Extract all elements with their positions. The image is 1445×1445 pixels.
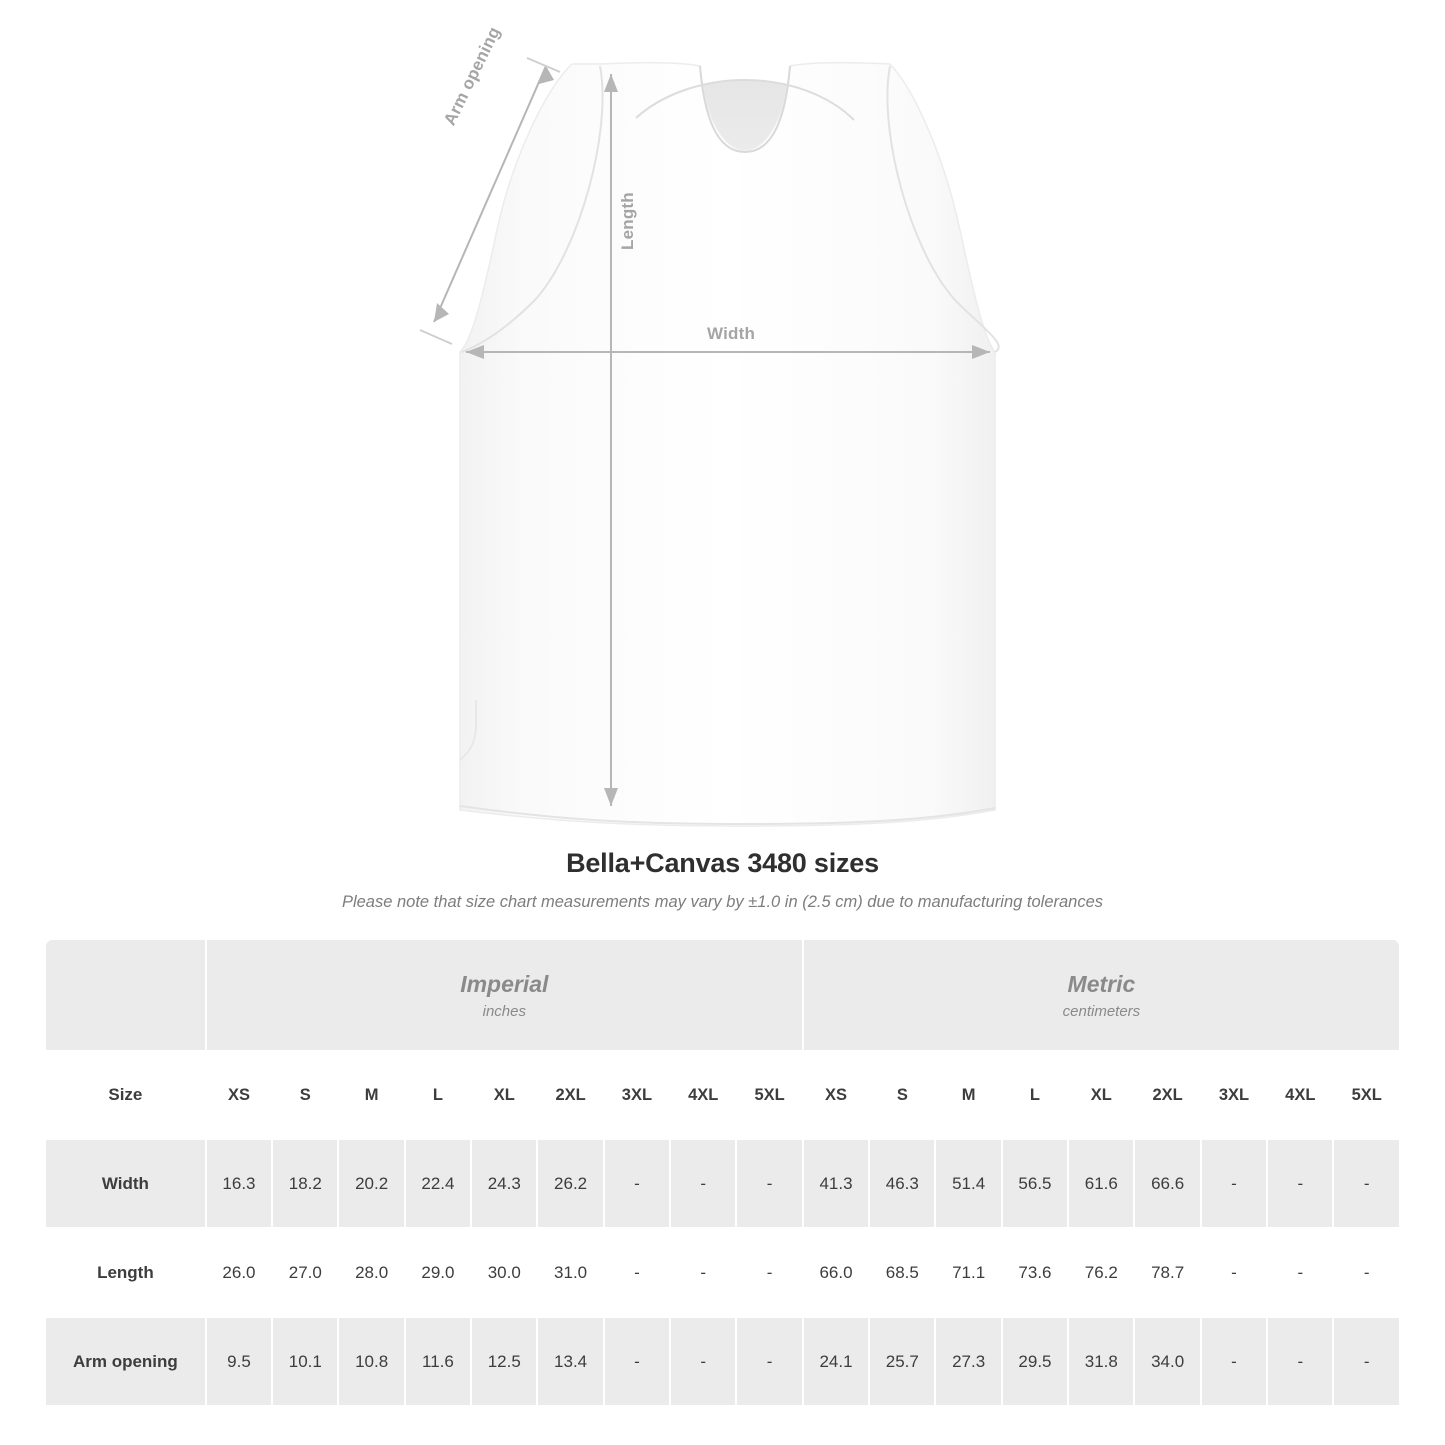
unit-header-corner — [45, 939, 206, 1051]
table-row — [45, 1317, 1400, 1406]
cell-width-imperial-2xl: 26.2 — [537, 1139, 603, 1228]
cell-arm-imperial-xl: 12.5 — [471, 1317, 537, 1406]
cell-width-metric-l: 56.5 — [1002, 1139, 1068, 1228]
size-header-imperial-5xl: 5XL — [736, 1051, 802, 1139]
cell-width-metric-3xl: - — [1201, 1139, 1267, 1228]
cell-arm-imperial-xs: 9.5 — [206, 1317, 272, 1406]
cell-length-metric-2xl: 78.7 — [1134, 1228, 1200, 1317]
size-header-imperial-xl: XL — [471, 1051, 537, 1139]
row-label-length: Length — [45, 1228, 206, 1317]
cell-width-metric-m: 51.4 — [935, 1139, 1001, 1228]
unit-header-metric — [803, 939, 1400, 1051]
cell-length-imperial-xl: 30.0 — [471, 1228, 537, 1317]
cell-width-imperial-3xl: - — [604, 1139, 670, 1228]
cell-width-imperial-s: 18.2 — [272, 1139, 338, 1228]
unit-header-imperial — [206, 939, 803, 1051]
tolerance-note: Please note that size chart measurements may vary by ±1.0 in (2.5 cm) due to manufacturing tolerances — [341, 893, 1104, 911]
cell-width-imperial-5xl: - — [736, 1139, 802, 1228]
cell-width-metric-5xl: - — [1333, 1139, 1400, 1228]
size-header-imperial-xs: XS — [206, 1051, 272, 1139]
cell-length-imperial-m: 28.0 — [338, 1228, 404, 1317]
size-table-wrapper — [44, 938, 1401, 1407]
cell-arm-metric-s: 25.7 — [869, 1317, 935, 1406]
cell-arm-imperial-l: 11.6 — [405, 1317, 471, 1406]
cell-length-metric-s: 68.5 — [869, 1228, 935, 1317]
cell-arm-metric-xs: 24.1 — [803, 1317, 869, 1406]
size-header-metric-5xl: 5XL — [1333, 1051, 1400, 1139]
cell-width-metric-xl: 61.6 — [1068, 1139, 1134, 1228]
cell-length-imperial-5xl: - — [736, 1228, 802, 1317]
cell-width-metric-2xl: 66.6 — [1134, 1139, 1200, 1228]
size-header-metric-4xl: 4XL — [1267, 1051, 1333, 1139]
cell-width-metric-xs: 41.3 — [803, 1139, 869, 1228]
cell-arm-imperial-2xl: 13.4 — [537, 1317, 603, 1406]
cell-length-imperial-xs: 26.0 — [206, 1228, 272, 1317]
unit-name-metric: Metric — [1067, 971, 1136, 998]
table-row — [45, 1139, 1400, 1228]
cell-width-imperial-4xl: - — [670, 1139, 736, 1228]
cell-length-metric-3xl: - — [1201, 1228, 1267, 1317]
size-header-metric-xs: XS — [803, 1051, 869, 1139]
cell-length-metric-xl: 76.2 — [1068, 1228, 1134, 1317]
cell-arm-imperial-4xl: - — [670, 1317, 736, 1406]
cell-width-imperial-m: 20.2 — [338, 1139, 404, 1228]
size-header-imperial-2xl: 2XL — [537, 1051, 603, 1139]
size-header-metric-l: L — [1002, 1051, 1068, 1139]
size-header-metric-2xl: 2XL — [1134, 1051, 1200, 1139]
cell-arm-imperial-m: 10.8 — [338, 1317, 404, 1406]
cell-width-imperial-l: 22.4 — [405, 1139, 471, 1228]
cell-arm-imperial-s: 10.1 — [272, 1317, 338, 1406]
cell-arm-metric-5xl: - — [1333, 1317, 1400, 1406]
length-label: Length — [618, 192, 637, 250]
cell-width-metric-4xl: - — [1267, 1139, 1333, 1228]
size-header-imperial-3xl: 3XL — [604, 1051, 670, 1139]
cell-length-metric-l: 73.6 — [1002, 1228, 1068, 1317]
size-header-metric-3xl: 3XL — [1201, 1051, 1267, 1139]
cell-length-imperial-4xl: - — [670, 1228, 736, 1317]
page-title: Bella+Canvas 3480 sizes — [566, 848, 879, 878]
cell-arm-imperial-5xl: - — [736, 1317, 802, 1406]
size-header-imperial-l: L — [405, 1051, 471, 1139]
tank-body-shape — [460, 63, 995, 826]
unit-sub-metric: centimeters — [1062, 1002, 1141, 1020]
cell-arm-metric-m: 27.3 — [935, 1317, 1001, 1406]
table-row — [45, 1228, 1400, 1317]
size-header-row — [45, 1051, 1400, 1139]
unit-name-imperial: Imperial — [460, 971, 549, 998]
cell-length-imperial-l: 29.0 — [405, 1228, 471, 1317]
size-header-imperial-s: S — [272, 1051, 338, 1139]
cell-length-imperial-s: 27.0 — [272, 1228, 338, 1317]
cell-arm-metric-3xl: - — [1201, 1317, 1267, 1406]
unit-header-row — [45, 939, 1400, 1051]
unit-sub-imperial: inches — [482, 1002, 526, 1020]
size-header-metric-xl: XL — [1068, 1051, 1134, 1139]
cell-length-metric-m: 71.1 — [935, 1228, 1001, 1317]
size-header-imperial-4xl: 4XL — [670, 1051, 736, 1139]
cell-arm-metric-l: 29.5 — [1002, 1317, 1068, 1406]
size-header-metric-s: S — [869, 1051, 935, 1139]
row-label-arm-opening: Arm opening — [45, 1317, 206, 1406]
width-label: Width — [707, 324, 756, 343]
cell-arm-metric-xl: 31.8 — [1068, 1317, 1134, 1406]
cell-length-metric-xs: 66.0 — [803, 1228, 869, 1317]
size-header-imperial-m: M — [338, 1051, 404, 1139]
size-header-metric-m: M — [935, 1051, 1001, 1139]
size-table — [44, 938, 1401, 1407]
title-block — [0, 848, 1445, 912]
size-header-label: Size — [45, 1051, 206, 1139]
cell-width-metric-s: 46.3 — [869, 1139, 935, 1228]
cell-arm-metric-4xl: - — [1267, 1317, 1333, 1406]
row-label-width: Width — [45, 1139, 206, 1228]
cell-width-imperial-xl: 24.3 — [471, 1139, 537, 1228]
cell-width-imperial-xs: 16.3 — [206, 1139, 272, 1228]
arm-opening-label: Arm opening — [440, 23, 504, 129]
cell-arm-imperial-3xl: - — [604, 1317, 670, 1406]
cell-length-imperial-3xl: - — [604, 1228, 670, 1317]
cell-length-metric-5xl: - — [1333, 1228, 1400, 1317]
cell-length-imperial-2xl: 31.0 — [537, 1228, 603, 1317]
cell-length-metric-4xl: - — [1267, 1228, 1333, 1317]
cell-arm-metric-2xl: 34.0 — [1134, 1317, 1200, 1406]
